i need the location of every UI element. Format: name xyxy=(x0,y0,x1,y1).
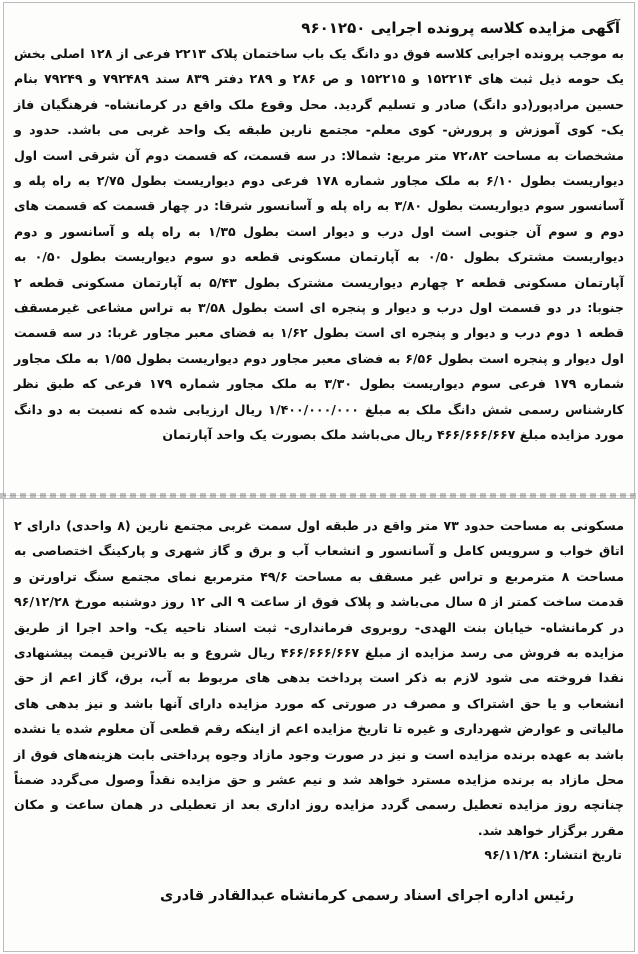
notice-body-part-1: به موجب پرونده اجرایی کلاسه فوق دو دانگ یک باب ساختمان پلاک ۲۲۱۳ فرعی از ۱۲۸ اصلی بخش یک حومه ذیل ثبت های ۱۵۲۲۱۴ و ۱۵۲۲۱۵ و ص ۲۸۶ و ۲۸۹ دفتر ۸۳۹ سند ۷۹۲۴۸۹ و ۷۹۲۴۹ بنام حسین مرادپور(دو دانگ) صادر و تسلیم گردید. محل وقوع ملک واقع در کرمانشاه- فرهنگیان فاز یک- کوی آموزش و پرورش- کوی معلم- مجتمع نارین طبقه یک واحد غربی می باشد. حدود و مشخصات به مساحت ۷۲،۸۲ متر مربع: شمالا: در سه قسمت، که قسمت دوم آن شرقی است اول دیواریست بطول ۶/۱۰ به ملک مجاور شماره ۱۷۸ فرعی دوم دیواریست بطول ۲/۷۵ به راه پله و آسانسور سوم دیواریست بطول ۳/۸۰ به راه پله و آسانسور شرقا: در چهار قسمت که قسمت های دوم و سوم آن جنوبی است اول درب و دیوار است بطول ۱/۳۵ به راه پله و آسانسور و دوم دیواریست مشترک بطول ۰/۵۰ به آپارتمان مسکونی قطعه دو سوم دیواریست بطول ۰/۵۰ به آپارتمان مسکونی قطعه ۲ چهارم دیواریست مشترک بطول ۵/۴۳ به آپارتمان مسکونی قطعه ۲ جنوبا: در دو قسمت اول درب و دیوار و پنجره ای است بطول ۳/۵۸ به تراس مشاعی غیرمسقف قطعه ۱ دوم درب و دیوار و پنجره ای است بطول ۱/۶۲ به فضای معبر مجاور غربا: در سه قسمت اول دیوار و پنجره است بطول ۶/۵۶ به فضای معبر مجاور دوم دیواریست بطول ۱/۵۵ به ملک مجاور شماره ۱۷۹ فرعی سوم دیواریست بطول ۳/۳۰ به ملک مجاور شماره ۱۷۹ فرعی که طبق نظر کارشناس رسمی شش دانگ ملک به مبلغ ۱/۴۰۰/۰۰۰/۰۰۰ ریال ارزیابی شده که نسبت به دو دانگ مورد مزایده مبلغ ۴۶۶/۶۶۶/۶۶۷ ریال می‌باشد ملک بصورت یک واحد آپارتمان xyxy=(14,46,625,443)
signature-line: رئیس اداره اجرای اسناد رسمی کرمانشاه عبدالقادر قادری xyxy=(160,888,574,905)
publish-date: تاریخ انتشار: ۹۶/۱۱/۲۸ xyxy=(484,847,622,863)
notice-clipping-bottom xyxy=(3,498,635,952)
notice-clipping-top xyxy=(3,2,635,496)
notice-body-part-2: مسکونی به مساحت حدود ۷۳ متر واقع در طبقه اول سمت غربی مجتمع نارین (۸ واحدی) دارای ۲ اتاق خواب و سرویس کامل و آسانسور و انشعاب آب و برق و گاز شهری و پارکینگ اختصاصی به مساحت ۸ مترمربع و تراس غیر مسقف به مساحت ۴۹/۶ مترمربع نمای مجتمع سنگ تراورتن و قدمت ساخت کمتر از ۵ سال می‌باشد و پلاک فوق از ساعت ۹ الی ۱۲ روز دوشنبه مورخ ۹۶/۱۲/۲۸ در کرمانشاه- خیابان بنت الهدی- روبروی فرمانداری- ثبت اسناد ناحیه یک- واحد اجرا از طریق مزایده به فروش می رسد مزایده از مبلغ ۴۶۶/۶۶۶/۶۶۷ ریال شروع و به بالاترین قیمت پیشنهادی نقدا فروخته می شود لازم به ذکر است پرداخت بدهی های مربوط به آب، برق، گاز اعم از حق انشعاب و یا حق اشتراک و مصرف در صورتی که مورد مزایده دارای آنها باشد و نیز بدهی های مالیاتی و عوارض شهرداری و غیره تا تاریخ مزایده اعم از اینکه رقم قطعی آن معلوم شده یا نشده باشد به عهده برنده مزایده است و نیز در صورت وجود مازاد وجوه پرداختی بابت هزینه‌های فوق از محل مازاد به برنده مزایده مسترد خواهد شد و نیم عشر و حق مزایده نقداً وصول می‌گردد ضمناً چنانچه روز مزایده تعطیل رسمی گردد مزایده روز اداری بعد از تعطیلی در همان ساعت و مکان مقرر برگزار خواهد شد. xyxy=(14,518,624,838)
notice-title: آگهی مزایده کلاسه پرونده اجرایی ۹۶۰۱۲۵۰ xyxy=(301,19,620,37)
